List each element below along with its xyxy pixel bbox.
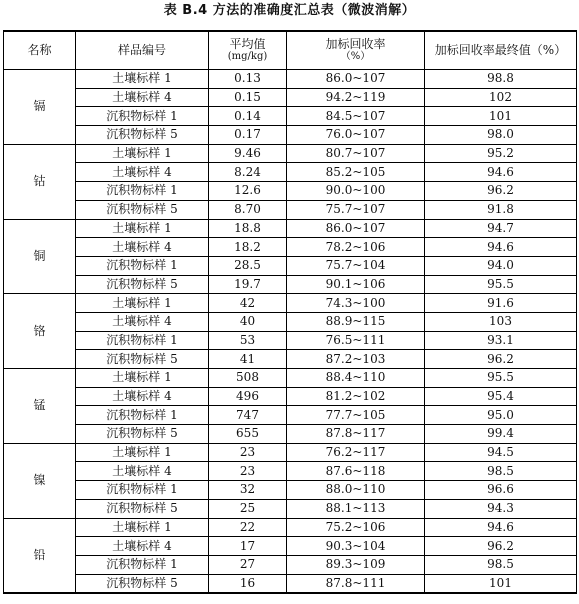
sample-id-cell: 沉积物标样 1 xyxy=(76,331,209,350)
spike-recovery-range-cell: 84.5~107 xyxy=(287,107,425,126)
sample-id-cell: 土壤标样 4 xyxy=(76,462,209,481)
final-recovery-cell: 91.6 xyxy=(425,294,577,313)
sample-id-cell: 沉积物标样 5 xyxy=(76,126,209,145)
average-value-cell: 42 xyxy=(209,294,287,313)
table-row xyxy=(4,555,577,574)
average-value-cell: 23 xyxy=(209,443,287,462)
average-value-cell: 655 xyxy=(209,425,287,444)
sample-id-cell: 沉积物标样 5 xyxy=(76,275,209,294)
spike-recovery-range-cell: 74.3~100 xyxy=(287,294,425,313)
average-value-cell: 23 xyxy=(209,462,287,481)
average-value-cell: 16 xyxy=(209,574,287,593)
metal-name-cell: 钴 xyxy=(4,144,76,219)
sample-id-cell: 土壤标样 1 xyxy=(76,369,209,388)
final-recovery-cell: 96.2 xyxy=(425,350,577,369)
metal-name-cell: 镍 xyxy=(4,443,76,518)
final-recovery-cell: 94.3 xyxy=(425,499,577,518)
average-value-cell: 18.2 xyxy=(209,238,287,257)
metal-name-cell: 铬 xyxy=(4,294,76,369)
sample-id-cell: 土壤标样 1 xyxy=(76,443,209,462)
final-recovery-cell: 103 xyxy=(425,312,577,331)
final-recovery-cell: 95.5 xyxy=(425,275,577,294)
spike-recovery-range-cell: 87.8~117 xyxy=(287,425,425,444)
spike-recovery-range-cell: 87.6~118 xyxy=(287,462,425,481)
table-row xyxy=(4,294,577,313)
spike-recovery-range-cell: 88.9~115 xyxy=(287,312,425,331)
sample-id-cell: 土壤标样 4 xyxy=(76,88,209,107)
sample-id-cell: 土壤标样 1 xyxy=(76,144,209,163)
average-value-cell: 508 xyxy=(209,369,287,388)
average-value-cell: 9.46 xyxy=(209,144,287,163)
sample-id-cell: 沉积物标样 5 xyxy=(76,200,209,219)
table-row xyxy=(4,369,577,388)
average-value-cell: 0.15 xyxy=(209,88,287,107)
average-value-cell: 28.5 xyxy=(209,256,287,275)
spike-recovery-range-cell: 89.3~109 xyxy=(287,555,425,574)
spike-recovery-range-cell: 88.1~113 xyxy=(287,499,425,518)
sample-id-cell: 土壤标样 1 xyxy=(76,219,209,238)
spike-recovery-range-cell: 77.7~105 xyxy=(287,406,425,425)
spike-recovery-range-cell: 90.1~106 xyxy=(287,275,425,294)
spike-recovery-range-cell: 75.7~104 xyxy=(287,256,425,275)
sample-id-cell: 沉积物标样 1 xyxy=(76,406,209,425)
average-value-cell: 19.7 xyxy=(209,275,287,294)
header-final-value: 加标回收率最终值（%） xyxy=(425,31,577,70)
header-spike-recovery-unit: （%） xyxy=(340,51,371,62)
average-value-cell: 496 xyxy=(209,387,287,406)
average-value-cell: 41 xyxy=(209,350,287,369)
spike-recovery-range-cell: 88.4~110 xyxy=(287,369,425,388)
header-row xyxy=(4,31,577,70)
final-recovery-cell: 94.7 xyxy=(425,219,577,238)
average-value-cell: 32 xyxy=(209,481,287,500)
final-recovery-cell: 96.2 xyxy=(425,182,577,201)
average-value-cell: 0.14 xyxy=(209,107,287,126)
table-row xyxy=(4,144,577,163)
spike-recovery-range-cell: 75.2~106 xyxy=(287,518,425,537)
spike-recovery-range-cell: 90.3~104 xyxy=(287,537,425,556)
spike-recovery-range-cell: 87.8~111 xyxy=(287,574,425,593)
spike-recovery-range-cell: 86.0~107 xyxy=(287,219,425,238)
table-row xyxy=(4,275,577,294)
sample-id-cell: 沉积物标样 1 xyxy=(76,555,209,574)
average-value-cell: 17 xyxy=(209,537,287,556)
sample-id-cell: 沉积物标样 1 xyxy=(76,182,209,201)
spike-recovery-range-cell: 94.2~119 xyxy=(287,88,425,107)
spike-recovery-range-cell: 86.0~107 xyxy=(287,70,425,89)
average-value-cell: 8.70 xyxy=(209,200,287,219)
average-value-cell: 8.24 xyxy=(209,163,287,182)
average-value-cell: 40 xyxy=(209,312,287,331)
sample-id-cell: 沉积物标样 5 xyxy=(76,574,209,593)
average-value-cell: 0.13 xyxy=(209,70,287,89)
sample-id-cell: 土壤标样 4 xyxy=(76,312,209,331)
final-recovery-cell: 96.2 xyxy=(425,537,577,556)
sample-id-cell: 土壤标样 1 xyxy=(76,70,209,89)
final-recovery-cell: 94.6 xyxy=(425,518,577,537)
sample-id-cell: 沉积物标样 5 xyxy=(76,350,209,369)
sample-id-cell: 土壤标样 4 xyxy=(76,163,209,182)
final-recovery-cell: 94.5 xyxy=(425,443,577,462)
metal-name-cell: 镉 xyxy=(4,70,76,145)
final-recovery-cell: 95.0 xyxy=(425,406,577,425)
metal-name-cell: 铜 xyxy=(4,219,76,294)
table-row xyxy=(4,387,577,406)
accuracy-table xyxy=(3,30,577,594)
spike-recovery-range-cell: 76.5~111 xyxy=(287,331,425,350)
average-value-cell: 18.8 xyxy=(209,219,287,238)
table-row xyxy=(4,163,577,182)
header-average-unit: (mg/kg) xyxy=(227,51,268,62)
average-value-cell: 25 xyxy=(209,499,287,518)
table-row xyxy=(4,182,577,201)
final-recovery-cell: 95.4 xyxy=(425,387,577,406)
table-header xyxy=(4,31,577,70)
final-recovery-cell: 91.8 xyxy=(425,200,577,219)
table-caption: 表 B.4 方法的准确度汇总表（微波消解） xyxy=(163,3,416,18)
final-recovery-cell: 102 xyxy=(425,88,577,107)
sample-id-cell: 土壤标样 4 xyxy=(76,387,209,406)
spike-recovery-range-cell: 76.2~117 xyxy=(287,443,425,462)
final-recovery-cell: 101 xyxy=(425,107,577,126)
final-recovery-cell: 93.1 xyxy=(425,331,577,350)
table-row xyxy=(4,574,577,593)
average-value-cell: 0.17 xyxy=(209,126,287,145)
metal-name-cell: 铅 xyxy=(4,518,76,593)
final-recovery-cell: 98.8 xyxy=(425,70,577,89)
spike-recovery-range-cell: 80.7~107 xyxy=(287,144,425,163)
spike-recovery-range-cell: 75.7~107 xyxy=(287,200,425,219)
sample-id-cell: 沉积物标样 1 xyxy=(76,256,209,275)
table-row xyxy=(4,238,577,257)
final-recovery-cell: 94.6 xyxy=(425,238,577,257)
final-recovery-cell: 98.5 xyxy=(425,555,577,574)
sample-id-cell: 土壤标样 1 xyxy=(76,294,209,313)
header-spike-recovery xyxy=(287,31,425,70)
sample-id-cell: 沉积物标样 1 xyxy=(76,481,209,500)
header-sample-id: 样品编号 xyxy=(76,31,209,70)
table-row xyxy=(4,443,577,462)
final-recovery-cell: 95.5 xyxy=(425,369,577,388)
sample-id-cell: 沉积物标样 1 xyxy=(76,107,209,126)
sample-id-cell: 土壤标样 4 xyxy=(76,238,209,257)
table-row xyxy=(4,312,577,331)
spike-recovery-range-cell: 85.2~105 xyxy=(287,163,425,182)
average-value-cell: 12.6 xyxy=(209,182,287,201)
table-row xyxy=(4,256,577,275)
table-row xyxy=(4,462,577,481)
final-recovery-cell: 98.5 xyxy=(425,462,577,481)
average-value-cell: 53 xyxy=(209,331,287,350)
table-row xyxy=(4,200,577,219)
spike-recovery-range-cell: 88.0~110 xyxy=(287,481,425,500)
header-spike-recovery-label: 加标回收率 xyxy=(325,37,386,51)
final-recovery-cell: 101 xyxy=(425,574,577,593)
average-value-cell: 22 xyxy=(209,518,287,537)
final-recovery-cell: 95.2 xyxy=(425,144,577,163)
spike-recovery-range-cell: 90.0~100 xyxy=(287,182,425,201)
final-recovery-cell: 94.0 xyxy=(425,256,577,275)
final-recovery-cell: 99.4 xyxy=(425,425,577,444)
table-row xyxy=(4,126,577,145)
table-row xyxy=(4,88,577,107)
table-row xyxy=(4,219,577,238)
table-row xyxy=(4,70,577,89)
table-row xyxy=(4,481,577,500)
table-row xyxy=(4,406,577,425)
average-value-cell: 747 xyxy=(209,406,287,425)
spike-recovery-range-cell: 87.2~103 xyxy=(287,350,425,369)
metal-name-cell: 锰 xyxy=(4,369,76,444)
final-recovery-cell: 98.0 xyxy=(425,126,577,145)
final-recovery-cell: 94.6 xyxy=(425,163,577,182)
table-body xyxy=(4,70,577,594)
spike-recovery-range-cell: 78.2~106 xyxy=(287,238,425,257)
table-row xyxy=(4,537,577,556)
table-row xyxy=(4,350,577,369)
average-value-cell: 27 xyxy=(209,555,287,574)
sample-id-cell: 沉积物标样 5 xyxy=(76,499,209,518)
final-recovery-cell: 96.6 xyxy=(425,481,577,500)
table-row xyxy=(4,499,577,518)
spike-recovery-range-cell: 81.2~102 xyxy=(287,387,425,406)
table-row xyxy=(4,107,577,126)
table-row xyxy=(4,331,577,350)
table-row xyxy=(4,518,577,537)
sample-id-cell: 沉积物标样 5 xyxy=(76,425,209,444)
table-row xyxy=(4,425,577,444)
header-name: 名称 xyxy=(4,31,76,70)
sample-id-cell: 土壤标样 1 xyxy=(76,518,209,537)
sample-id-cell: 土壤标样 4 xyxy=(76,537,209,556)
header-average xyxy=(209,31,287,70)
spike-recovery-range-cell: 76.0~107 xyxy=(287,126,425,145)
header-average-label: 平均值 xyxy=(229,37,266,51)
